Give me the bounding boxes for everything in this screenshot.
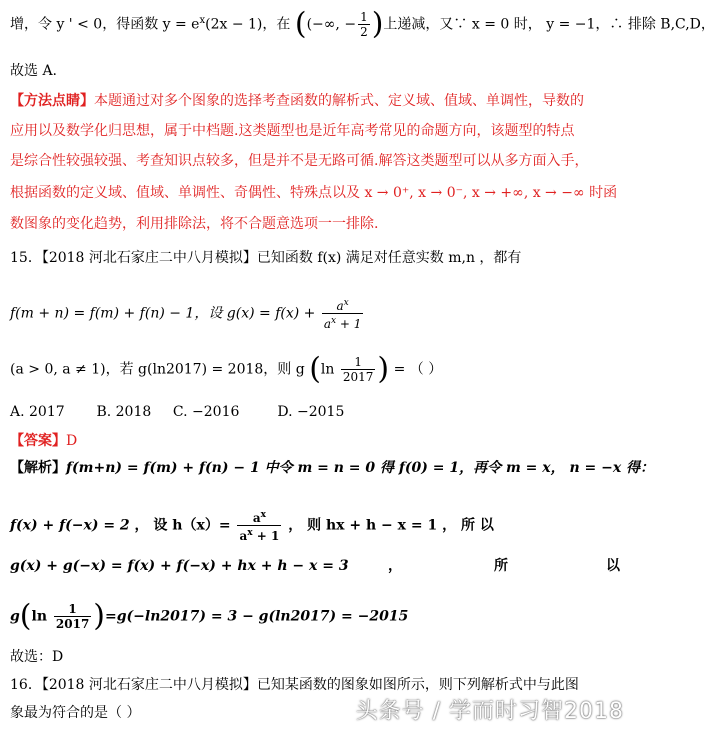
tips-line-3: 是综合性较强较强、考查知识点较多，但是并不是无路可循.解答这类题型可以从多方面入手， [10, 153, 589, 169]
analysis-text: ， 设 h（x）= [134, 517, 231, 534]
analysis-text: 所 [494, 558, 508, 574]
analysis-text: ， 则 hx + h − x = 1 [288, 517, 438, 534]
fraction: $\frac{a^x}{a^x + 1}$ [323, 298, 362, 331]
answer-tag: 【答案】 [10, 433, 66, 449]
analysis-line-3 [10, 557, 630, 575]
watermark: 头条号 / 学而时习智2018 [355, 699, 624, 724]
tips-line-2: 应用以及数学化归思想，属于中档题.这类题型也是近年高考常见的命题方向，该题型的特点 [10, 123, 575, 139]
ln-label: ln [31, 608, 48, 625]
analysis-eq: =g(−ln2017) = 3 − g(ln2017) = −2015 [105, 608, 409, 625]
option-d: D. −2015 [277, 404, 345, 420]
choose-d-line: 故选：D [10, 649, 64, 665]
analysis-text: ， 所 以 [442, 517, 494, 534]
analysis-line-1 [10, 459, 654, 477]
fraction: $\frac{a^x}{a^x + 1}$ [239, 510, 280, 543]
equation-text: f(m + n) = f(m) + f(n) − 1，设 g(x) = f(x) + [10, 305, 316, 322]
option-a: A. 2017 [10, 404, 65, 420]
answer-value: D [66, 433, 78, 449]
tips-line-5: 数图象的变化趋势，利用排除法，将不合题意选项一一排除. [10, 216, 379, 232]
fraction: $\frac{1}{2}$ [360, 10, 368, 39]
fraction: $\frac{1}{2017}$ [55, 602, 90, 631]
analysis-line-4: g(ln $\frac{1}{2017}$ )=g(−ln2017) = 3 − g(ln2017) = −2015 [10, 598, 409, 634]
tips-line-4: 根据函数的定义域、值域、单调性、奇偶性、特殊点以及 x → 0⁺, x → 0⁻, x → +∞, x → −∞ 时函 [10, 185, 618, 201]
condition-text: (a > 0, a ≠ 1)，若 g(ln2017) = 2018，则 g [10, 361, 305, 378]
text-segment: (2x − 1)，在 [205, 16, 291, 33]
analysis-text: 以 [606, 558, 620, 574]
question-16-line-1: 16．【2018 河北石家庄二中八月模拟】已知某函数的图象如图所示，则下列解析式中与此图 [10, 677, 579, 693]
condition-tail: = （ ） [393, 361, 443, 378]
choose-a-line: 故选 A. [10, 63, 58, 79]
analysis-eq: g(x) + g(−x) = f(x) + f(−x) + hx + h − x = 3 [10, 558, 349, 574]
option-c: C. −2016 [172, 404, 240, 420]
question-15-condition: (a > 0, a ≠ 1)，若 g(ln2017) = 2018，则 g (ln $\frac{1}{2017}$ ) = （ ） [10, 351, 443, 387]
analysis-eq: f(x) + f(−x) = 2 [10, 517, 130, 534]
question-15-options [10, 403, 344, 421]
question-16-line-2: 象最为符合的是（ ） [10, 705, 141, 721]
option-b: B. 2018 [96, 404, 152, 420]
exponent: x [199, 14, 206, 26]
tips-tag: 【方法点睛】 [10, 93, 94, 109]
tips-line-1 [10, 92, 584, 110]
answer-line [10, 432, 77, 450]
analysis-line-2 [10, 508, 494, 543]
question-15-equation [10, 296, 365, 331]
interval-start: (−∞, − [306, 16, 357, 33]
analysis-text: ， [388, 558, 402, 574]
ln-label: ln [320, 361, 335, 378]
analysis-tag: 【解析】 [10, 460, 66, 476]
text-segment: 上递减，又∵ x = 0 时， y = −1，∴ 排除 B,C,D， [383, 16, 715, 33]
analysis-eq: g [10, 608, 20, 625]
text-segment: 增，令 y ' < 0，得函数 y = e [10, 16, 200, 33]
tips-text: 本题通过对多个图象的选择考查函数的解析式、定义域、值域、单调性，导数的 [94, 93, 584, 109]
fraction: $\frac{1}{2017}$ [342, 355, 374, 384]
solution-line-1: 增，令 y ' < 0，得函数 $y = e^x(2x - 1)$，在 ((−∞, − $\frac{1}{2}$ )上递减，又∵ x = 0 时， y = −1，∴ 排除 B,C,D， [10, 6, 715, 42]
analysis-text: f(m+n) = f(m) + f(n) − 1 中令 m = n = 0 得 f(0) = 1，再令 m = x， n = −x 得： [66, 460, 655, 476]
question-15-lead: 15．【2018 河北石家庄二中八月模拟】已知函数 f(x) 满足对任意实数 m,n ，都有 [10, 250, 522, 266]
